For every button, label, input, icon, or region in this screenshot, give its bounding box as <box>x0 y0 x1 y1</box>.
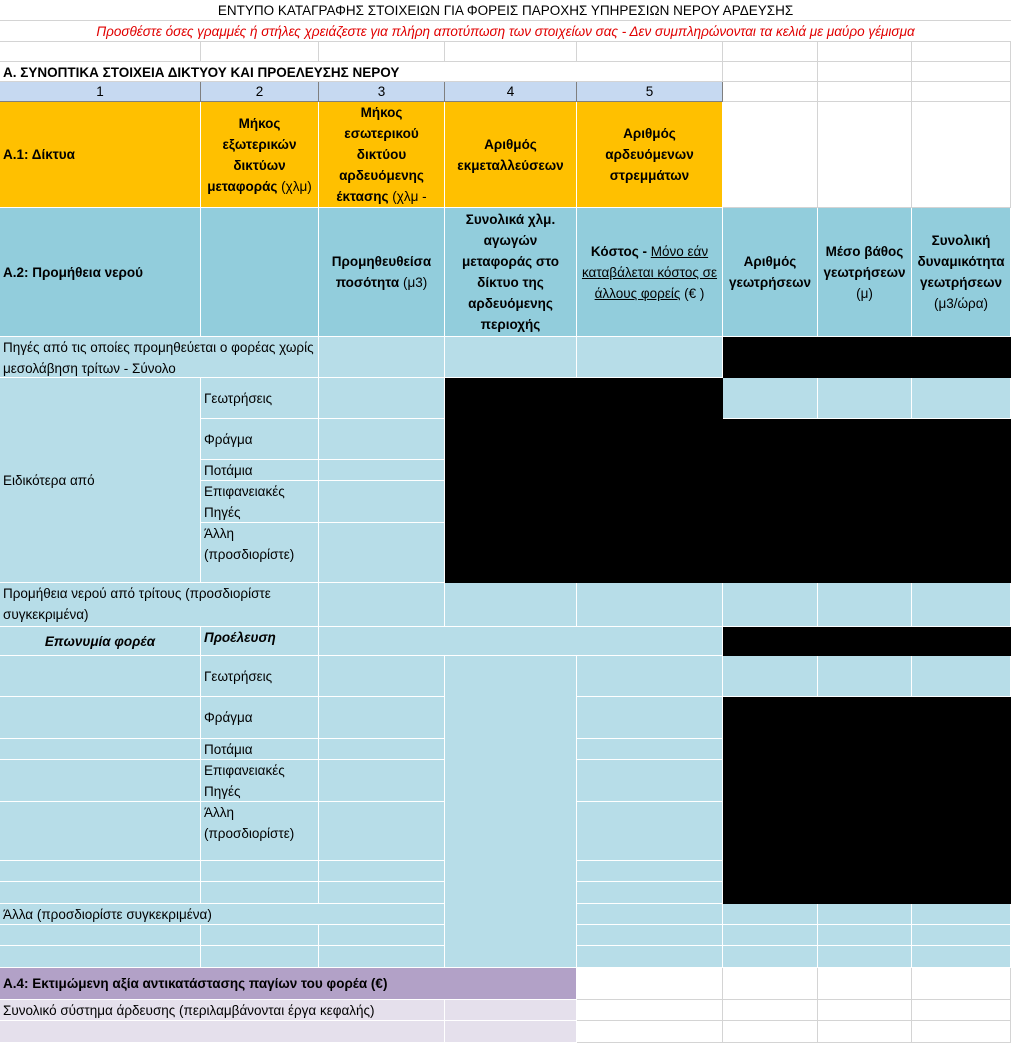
input-cell[interactable] <box>912 583 1011 627</box>
row-own-sources-label: Πηγές από τις οποίες προμηθεύεται ο φορέας χωρίς μεσολάβηση τρίτων - Σύνολο <box>0 337 319 378</box>
input-cell[interactable] <box>723 946 818 968</box>
empty-cell[interactable] <box>818 1021 912 1043</box>
input-cell[interactable] <box>319 739 445 760</box>
empty-cell[interactable] <box>818 82 912 102</box>
a1-holdings-count: Αριθμός εκμεταλλεύσεων <box>445 102 577 208</box>
input-cell[interactable] <box>577 739 723 760</box>
input-cell[interactable] <box>0 882 201 904</box>
input-cell[interactable] <box>445 583 577 627</box>
input-cell[interactable] <box>577 337 723 378</box>
input-cell[interactable] <box>0 656 201 697</box>
input-cell[interactable] <box>912 378 1011 419</box>
empty-cell[interactable] <box>723 1000 818 1021</box>
input-cell[interactable] <box>577 946 723 968</box>
input-cell[interactable] <box>723 925 818 946</box>
empty-cell[interactable] <box>723 968 818 1000</box>
column-number: 1 <box>0 82 201 102</box>
source-wells-label: Γεωτρήσεις <box>201 656 319 697</box>
input-cell[interactable] <box>201 946 319 968</box>
empty-cell[interactable] <box>818 62 912 82</box>
input-cell[interactable] <box>577 861 723 882</box>
input-cell[interactable] <box>319 460 445 481</box>
provider-name-header: Επωνυμία φορέα <box>0 627 201 656</box>
empty-cell[interactable] <box>912 102 1011 208</box>
a1-internal-network-length: Μήκος εσωτερικού δικτύου αρδευόμενης έκτασης (χλμ - <box>319 102 445 208</box>
empty-cell[interactable] <box>723 82 818 102</box>
input-cell[interactable] <box>577 802 723 861</box>
empty-cell[interactable] <box>445 42 577 62</box>
input-cell[interactable] <box>0 1021 445 1043</box>
empty-cell[interactable] <box>577 1021 723 1043</box>
empty-cell[interactable] <box>912 968 1011 1000</box>
input-cell[interactable] <box>319 925 445 946</box>
input-cell[interactable] <box>319 697 445 739</box>
input-cell[interactable] <box>912 656 1011 697</box>
input-cell[interactable] <box>577 904 723 925</box>
input-cell[interactable] <box>0 925 201 946</box>
input-cell[interactable] <box>0 802 201 861</box>
empty-cell[interactable] <box>818 42 912 62</box>
input-cell[interactable] <box>912 946 1011 968</box>
input-cell[interactable] <box>319 419 445 460</box>
a1-networks-label: Α.1: Δίκτυα <box>0 102 201 208</box>
input-cell[interactable] <box>445 337 577 378</box>
empty-cell[interactable] <box>723 62 818 82</box>
input-cell[interactable] <box>723 656 818 697</box>
section-a-heading: Α. ΣΥΝΟΠΤΙΚΑ ΣΤΟΙΧΕΙΑ ΔΙΚΤΥΟΥ ΚΑΙ ΠΡΟΕΛΕΥΣΗΣ ΝΕΡΟΥ <box>0 62 723 82</box>
blocked-cell <box>445 378 723 583</box>
input-cell[interactable] <box>577 656 723 697</box>
source-other-label: Άλλη (προσδιορίστε) <box>201 802 319 861</box>
input-cell[interactable] <box>201 861 319 882</box>
input-cell[interactable] <box>912 904 1011 925</box>
source-rivers-label: Ποτάμια <box>201 460 319 481</box>
input-cell[interactable] <box>818 904 912 925</box>
input-cell[interactable] <box>319 760 445 802</box>
input-cell[interactable] <box>319 882 445 904</box>
input-cell[interactable] <box>0 697 201 739</box>
input-cell[interactable] <box>445 656 577 968</box>
input-cell[interactable] <box>201 882 319 904</box>
input-cell[interactable] <box>818 946 912 968</box>
input-cell[interactable] <box>577 760 723 802</box>
a2-cost: Κόστος - Μόνο εάν καταβάλεται κόστος σε άλλους φορείς (€ ) <box>577 208 723 337</box>
input-cell[interactable] <box>319 378 445 419</box>
source-surface-label: Επιφανειακές Πηγές <box>201 760 319 802</box>
input-cell[interactable] <box>577 882 723 904</box>
a4-total-irrigation-label: Συνολικό σύστημα άρδευσης (περιλαμβάνονται έργα κεφαλής) <box>0 1000 445 1021</box>
empty-cell[interactable] <box>201 42 319 62</box>
column-number: 5 <box>577 82 723 102</box>
empty-cell[interactable] <box>577 42 723 62</box>
blocked-cell <box>723 627 1011 656</box>
blocked-cell <box>723 697 1011 904</box>
empty-cell[interactable] <box>912 82 1011 102</box>
input-cell[interactable] <box>319 583 445 627</box>
empty-cell[interactable] <box>577 1000 723 1021</box>
a1-irrigated-stremmata: Αριθμός αρδευόμενων στρεμμάτων <box>577 102 723 208</box>
source-dam-label: Φράγμα <box>201 419 319 460</box>
input-cell[interactable] <box>319 861 445 882</box>
input-cell[interactable] <box>912 925 1011 946</box>
empty-cell[interactable] <box>912 1021 1011 1043</box>
blocked-cell <box>723 337 1011 378</box>
empty-cell[interactable] <box>723 42 818 62</box>
empty-cell[interactable] <box>723 1021 818 1043</box>
input-cell[interactable] <box>445 1021 577 1043</box>
a2-wells-count: Αριθμός γεωτρήσεων <box>723 208 818 337</box>
empty-cell[interactable] <box>818 1000 912 1021</box>
input-cell[interactable] <box>319 656 445 697</box>
input-cell[interactable] <box>723 378 818 419</box>
source-rivers-label: Ποτάμια <box>201 739 319 760</box>
empty-cell[interactable] <box>577 968 723 1000</box>
empty-cell[interactable] <box>818 102 912 208</box>
input-cell[interactable] <box>723 904 818 925</box>
input-cell[interactable] <box>319 627 723 656</box>
input-cell[interactable] <box>818 925 912 946</box>
empty-cell[interactable] <box>818 968 912 1000</box>
column-number: 3 <box>319 82 445 102</box>
input-cell[interactable] <box>577 697 723 739</box>
source-wells-label: Γεωτρήσεις <box>201 378 319 419</box>
form-instruction: Προσθέστε όσες γραμμές ή στήλες χρειάζεστε για πλήρη αποτύπωση των στοιχείων σας - Δεν συμπληρώνονται τα κελιά με μαύρο γέμισμα <box>0 21 1011 42</box>
source-surface-label: Επιφανειακές Πηγές <box>201 481 319 523</box>
input-cell[interactable] <box>0 760 201 802</box>
empty-cell[interactable] <box>319 42 445 62</box>
column-number: 2 <box>201 82 319 102</box>
input-cell[interactable] <box>201 925 319 946</box>
input-cell[interactable] <box>577 925 723 946</box>
origin-header: Προέλευση <box>201 627 319 656</box>
input-cell[interactable] <box>319 481 445 523</box>
a1-external-network-length: Μήκος εξωτερικών δικτύων μεταφοράς (χλμ) <box>201 102 319 208</box>
input-cell[interactable] <box>319 946 445 968</box>
a2-total-pipe-km: Συνολικά χλμ. αγωγών μεταφοράς στο δίκτυο της αρδευόμενης περιοχής <box>445 208 577 337</box>
empty-cell[interactable] <box>723 102 818 208</box>
input-cell[interactable] <box>818 656 912 697</box>
input-cell[interactable] <box>319 523 445 583</box>
input-cell[interactable] <box>0 861 201 882</box>
empty-cell[interactable] <box>912 42 1011 62</box>
input-cell[interactable] <box>818 378 912 419</box>
empty-cell[interactable] <box>0 42 201 62</box>
form-title: ΕΝΤΥΠΟ ΚΑΤΑΓΡΑΦΗΣ ΣΤΟΙΧΕΙΩΝ ΓΙΑ ΦΟΡΕΙΣ ΠΑΡΟΧΗΣ ΥΠΗΡΕΣΙΩΝ ΝΕΡΟΥ ΑΡΔΕΥΣΗΣ <box>0 0 1011 21</box>
input-cell[interactable] <box>319 337 445 378</box>
a2-water-supply-label: Α.2: Προμήθεια νερού <box>0 208 201 337</box>
row-other-label: Άλλα (προσδιορίστε συγκεκριμένα) <box>0 904 445 925</box>
input-cell[interactable] <box>818 583 912 627</box>
a2-wells-capacity: Συνολική δυναμικότητα γεωτρήσεων (μ3/ώρα) <box>912 208 1011 337</box>
input-cell[interactable] <box>445 1000 577 1021</box>
column-number: 4 <box>445 82 577 102</box>
empty-cell[interactable] <box>912 62 1011 82</box>
input-cell[interactable] <box>577 583 723 627</box>
source-dam-label: Φράγμα <box>201 697 319 739</box>
a2-empty-header <box>201 208 319 337</box>
input-cell[interactable] <box>319 802 445 861</box>
input-cell[interactable] <box>723 583 818 627</box>
empty-cell[interactable] <box>912 1000 1011 1021</box>
blocked-cell <box>723 419 1011 583</box>
row-specifically-label: Ειδικότερα από <box>0 378 201 583</box>
row-third-party-label: Προμήθεια νερού από τρίτους (προσδιορίστε συγκεκριμένα) <box>0 583 319 627</box>
input-cell[interactable] <box>0 739 201 760</box>
input-cell[interactable] <box>0 946 201 968</box>
source-other-label: Άλλη (προσδιορίστε) <box>201 523 319 583</box>
a2-supplied-quantity: Προμηθευθείσα ποσότητα (μ3) <box>319 208 445 337</box>
a2-wells-depth: Μέσο βάθος γεωτρήσεων (μ) <box>818 208 912 337</box>
a4-replacement-value-label: Α.4: Εκτιμώμενη αξία αντικατάστασης παγίων του φορέα (€) <box>0 968 577 1000</box>
